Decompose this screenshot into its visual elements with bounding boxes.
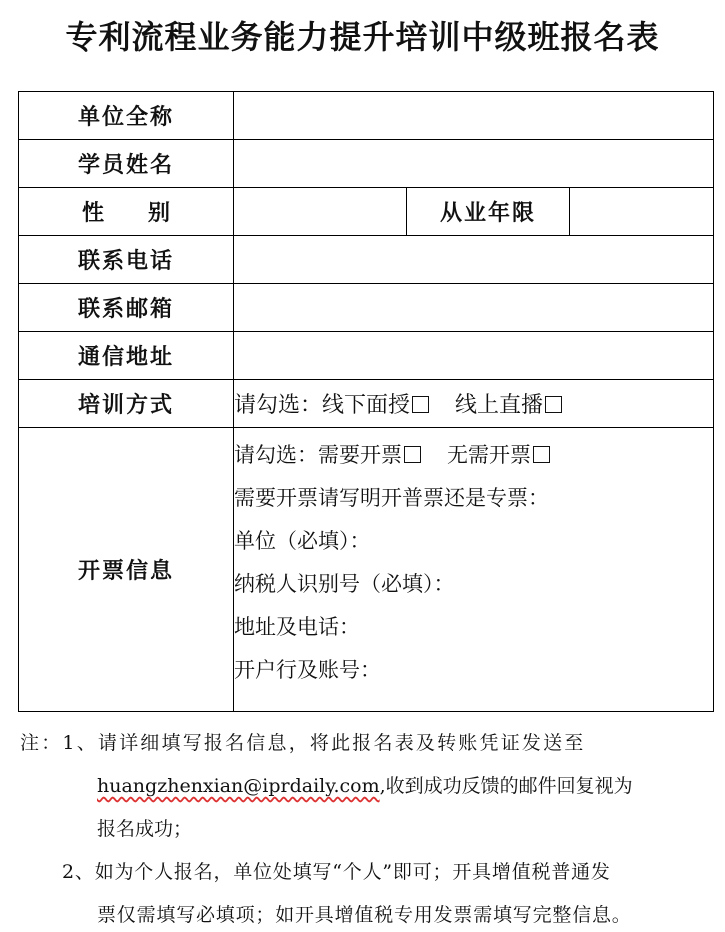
- note-1-mid: ,收到成功反馈的邮件回复视为: [379, 775, 633, 797]
- contact-email-link[interactable]: huangzhenxian@iprdaily.com: [97, 775, 380, 797]
- label-address: 通信地址: [19, 332, 234, 380]
- address-field[interactable]: [234, 332, 714, 380]
- label-student-name: 学员姓名: [19, 140, 234, 188]
- row-address: [19, 332, 714, 380]
- row-email: [19, 284, 714, 332]
- form-title: 专利流程业务能力提升培训中级班报名表: [65, 18, 660, 56]
- note-1-line-3: 报名成功；: [97, 818, 193, 840]
- invoice-bank-line[interactable]: 开户行及账号：: [234, 658, 381, 682]
- row-student-name: [19, 140, 714, 188]
- note-1-line-1: 注：1、请详细填写报名信息，将此报名表及转账凭证发送至: [20, 732, 586, 754]
- training-online-label: 线上直播: [455, 393, 544, 418]
- no-invoice-checkbox[interactable]: [533, 446, 550, 463]
- invoice-address-phone-line[interactable]: 地址及电话：: [234, 615, 360, 639]
- unit-name-field[interactable]: [234, 92, 714, 140]
- years-field[interactable]: [570, 188, 714, 236]
- row-phone: [19, 236, 714, 284]
- row-invoice: [19, 428, 714, 712]
- row-training-mode: [19, 380, 714, 428]
- invoice-type-line[interactable]: 需要开票请写明开普票还是专票：: [234, 486, 549, 510]
- email-field[interactable]: [234, 284, 714, 332]
- label-training-mode: 培训方式: [19, 380, 234, 428]
- registration-form-table: [18, 91, 714, 712]
- label-gender-b: 别: [148, 201, 171, 226]
- invoice-prompt: 请勾选：: [234, 443, 318, 467]
- note-1-line-2: [97, 771, 633, 798]
- label-email: 联系邮箱: [19, 284, 234, 332]
- training-mode-field: [234, 380, 714, 428]
- note-2-line-2: 票仅需填写必填项；如开具增值税专用发票需填写完整信息。: [97, 904, 632, 926]
- need-invoice-checkbox[interactable]: [404, 446, 421, 463]
- note-2-line-1: 2、如为个人报名，单位处填写“个人”即可；开具增值税普通发: [62, 861, 611, 883]
- label-gender-a: 性: [81, 201, 104, 226]
- training-offline-label: 线下面授: [322, 393, 411, 418]
- row-unit-name: [19, 92, 714, 140]
- label-unit-name: 单位全称: [19, 92, 234, 140]
- row-gender: [19, 188, 714, 236]
- label-invoice: 开票信息: [19, 428, 234, 712]
- label-phone: 联系电话: [19, 236, 234, 284]
- invoice-unit-line[interactable]: 单位（必填）：: [234, 529, 371, 553]
- offline-checkbox[interactable]: [412, 396, 429, 413]
- training-prompt: 请勾选：: [234, 393, 323, 418]
- invoice-choice-line: [234, 434, 713, 477]
- online-checkbox[interactable]: [545, 396, 562, 413]
- student-name-field[interactable]: [234, 140, 714, 188]
- gender-field[interactable]: [234, 188, 407, 236]
- invoice-taxid-line[interactable]: 纳税人识别号（必填）：: [234, 572, 455, 596]
- label-gender: [19, 188, 234, 236]
- label-years: 从业年限: [407, 188, 570, 236]
- invoice-no-need-label: 无需开票: [447, 443, 531, 467]
- invoice-need-label: 需要开票: [318, 443, 402, 467]
- invoice-field: [234, 428, 714, 712]
- phone-field[interactable]: [234, 236, 714, 284]
